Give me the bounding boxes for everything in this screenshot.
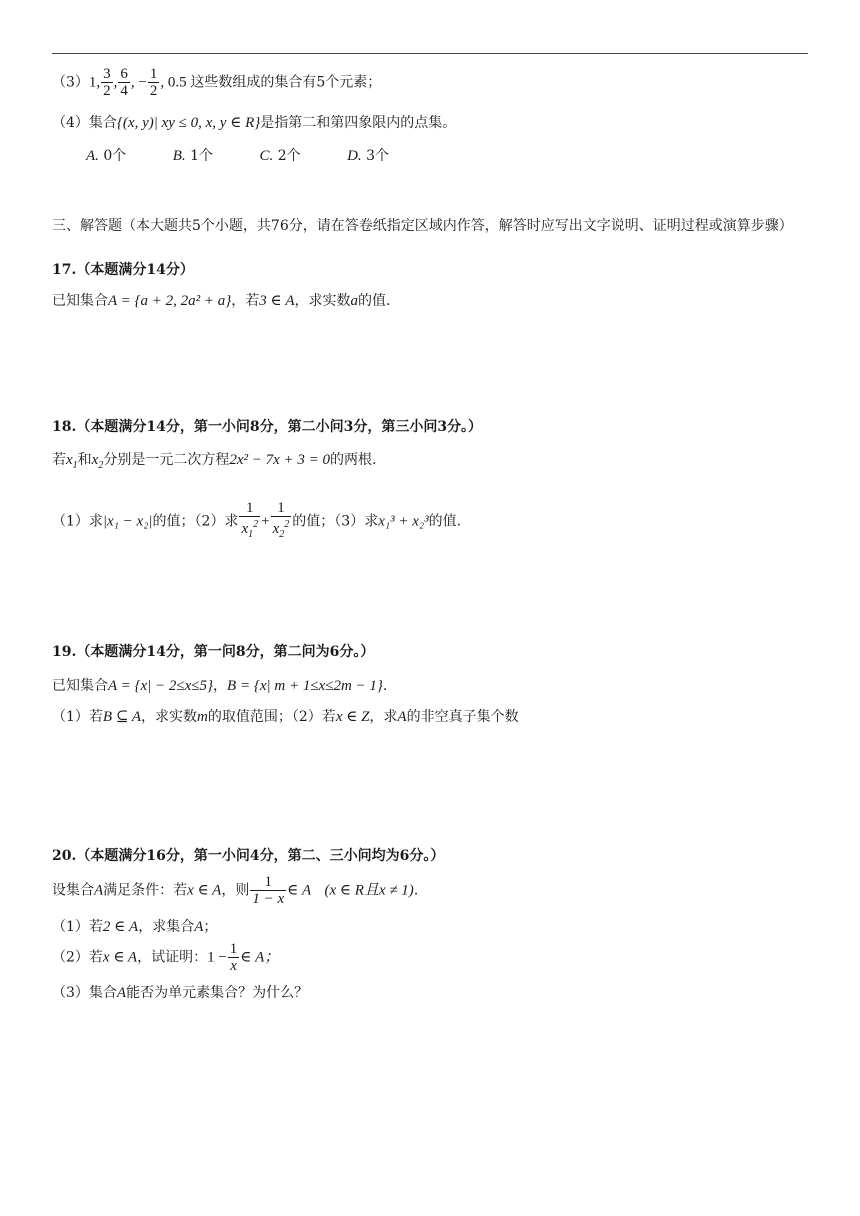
q19-text: 已知集合A = {x| − 2≤x≤5}，B = {x| m + 1≤x≤2m − 1}. xyxy=(52,678,388,694)
q18-text: 若$x_1$和$x_2$分别是一元二次方程2x² − 7x + 3 = 0的两根. xyxy=(52,452,377,471)
q20-text: 设集合A满足条件：若x ∈ A，则 $\frac{1}{1 - x}$ ∈ A (x ∈ R且x ≠ 1). xyxy=(52,874,419,907)
section-3-heading: 三、解答题（本大题共5个小题，共76分，请在答卷纸指定区域内作答，解答时应写出文字说明、证明过程或演算步骤） xyxy=(52,218,793,234)
q19-parts: （1）若B ⊆ A，求实数m的取值范围；（2）若x ∈ Z，求A的非空真子集个数 xyxy=(52,709,519,725)
q16-item-3: （3）1, $\frac{3}{2}$ , $\frac{6}{4}$ , − $\frac{1}{2}$ , 0.5 这些数组成的集合有5个元素； xyxy=(52,66,382,99)
option-a: A. 0个 xyxy=(86,148,127,164)
q20-title: 20.（本题满分16分，第一小问4分，第二、三小问均为6分。） xyxy=(52,848,445,864)
q20-part-3: （3）集合A能否为单元素集合？为什么？ xyxy=(52,985,309,1001)
answer-options xyxy=(86,147,431,165)
q20-part-1: （1）若2 ∈ A，求集合A； xyxy=(52,919,218,935)
option-d: D. 3个 xyxy=(347,148,390,164)
q17-text: 已知集合A = {a + 2, 2a² + a}，若3 ∈ A，求实数a的值. xyxy=(52,293,391,309)
q16-item-4: （4）集合{(x, y)| xy ≤ 0, x, y ∈ R}是指第二和第四象限内的点集。 xyxy=(52,115,457,131)
header-rule xyxy=(52,53,808,54)
q19-title: 19.（本题满分14分，第一问8分，第二问为6分。） xyxy=(52,644,375,660)
q17-title: 17.（本题满分14分） xyxy=(52,262,194,278)
q18-title: 18.（本题满分14分，第一小问8分，第二小问3分，第三小问3分。） xyxy=(52,419,483,435)
point-set-expression: {(x, y)| xy ≤ 0, x, y ∈ R} xyxy=(116,115,261,131)
q18-parts: （1）求|x₁ − x₂|的值；（2）求 $\frac{1}{x_1^2}$ + $\frac{1}{x_2^2}$ 的值；（3）求x₁³ + x₂³的值. xyxy=(52,500,462,540)
option-b: B. 1个 xyxy=(172,148,214,164)
q20-part-2: （2）若x ∈ A，试证明：1 − $\frac{1}{x}$ ∈ A； xyxy=(52,941,280,974)
option-c: C. 2个 xyxy=(259,148,301,164)
